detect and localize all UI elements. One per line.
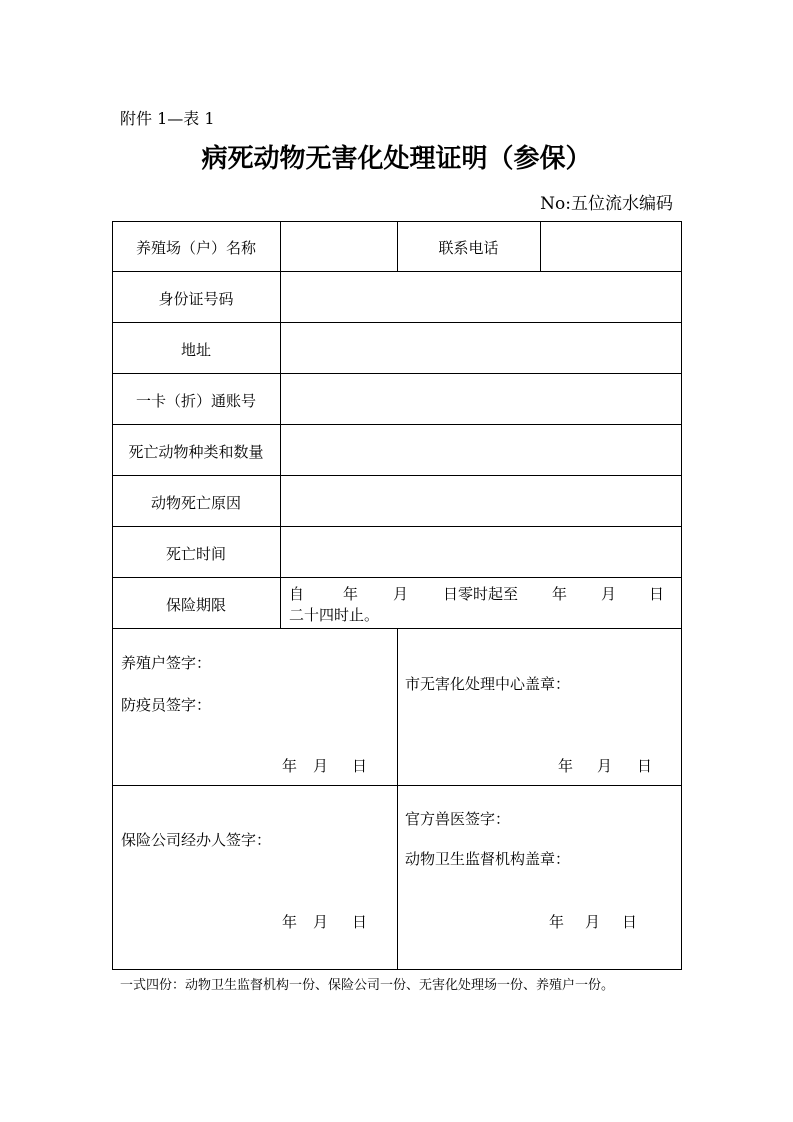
row-divider bbox=[112, 424, 682, 425]
phone-label: 联系电话 bbox=[438, 239, 499, 257]
column-divider bbox=[397, 628, 398, 970]
species-count-label: 死亡动物种类和数量 bbox=[128, 443, 264, 461]
row-divider bbox=[112, 577, 682, 578]
period-end-time: 二十四时止。 bbox=[289, 606, 380, 624]
date-year: 年 bbox=[282, 913, 298, 931]
farmer-signature-label: 养殖户签字： bbox=[121, 654, 212, 672]
date-year: 年 bbox=[558, 757, 574, 775]
address-label: 地址 bbox=[180, 341, 211, 359]
date-day: 日 bbox=[352, 757, 368, 775]
footer-note: 一式四份：动物卫生监督机构一份、保险公司一份、无害化处理场一份、养殖户一份。 bbox=[120, 978, 615, 993]
row-divider bbox=[112, 271, 682, 272]
period-end-month: 月 bbox=[601, 585, 617, 603]
date-month: 月 bbox=[313, 913, 329, 931]
id-number-label: 身份证号码 bbox=[158, 290, 234, 308]
date-day: 日 bbox=[622, 913, 638, 931]
date-month: 月 bbox=[585, 913, 601, 931]
column-divider bbox=[540, 221, 541, 271]
serial-number: No:五位流水编码 bbox=[540, 194, 673, 214]
epidemic-officer-signature-label: 防疫员签字： bbox=[121, 696, 212, 714]
period-end-year: 年 bbox=[552, 585, 568, 603]
date-year: 年 bbox=[282, 757, 298, 775]
insurer-signature-label: 保险公司经办人签字： bbox=[121, 831, 272, 849]
center-seal-label: 市无害化处理中心盖章： bbox=[405, 675, 571, 693]
date-month: 月 bbox=[597, 757, 613, 775]
row-divider bbox=[112, 475, 682, 476]
account-label: 一卡（折）通账号 bbox=[135, 392, 256, 410]
agency-seal-label: 动物卫生监督机构盖章： bbox=[405, 850, 571, 868]
period-from: 自 bbox=[289, 585, 305, 603]
death-time-label: 死亡时间 bbox=[165, 545, 226, 563]
period-end-day: 日 bbox=[649, 585, 665, 603]
period-month: 月 bbox=[393, 585, 409, 603]
column-divider bbox=[280, 221, 281, 628]
row-divider bbox=[112, 526, 682, 527]
vet-signature-label: 官方兽医签字： bbox=[405, 810, 511, 828]
date-day: 日 bbox=[352, 913, 368, 931]
death-cause-label: 动物死亡原因 bbox=[150, 494, 241, 512]
farm-name-label: 养殖场（户）名称 bbox=[135, 239, 256, 257]
date-month: 月 bbox=[313, 757, 329, 775]
date-year: 年 bbox=[549, 913, 565, 931]
row-divider bbox=[112, 373, 682, 374]
row-divider bbox=[112, 322, 682, 323]
date-day: 日 bbox=[637, 757, 653, 775]
period-day-to: 日零时起至 bbox=[443, 585, 519, 603]
insurance-period-label: 保险期限 bbox=[165, 596, 226, 614]
period-year: 年 bbox=[343, 585, 359, 603]
attachment-label: 附件 1—表 1 bbox=[120, 109, 215, 128]
page-title: 病死动物无害化处理证明（参保） bbox=[201, 144, 592, 174]
